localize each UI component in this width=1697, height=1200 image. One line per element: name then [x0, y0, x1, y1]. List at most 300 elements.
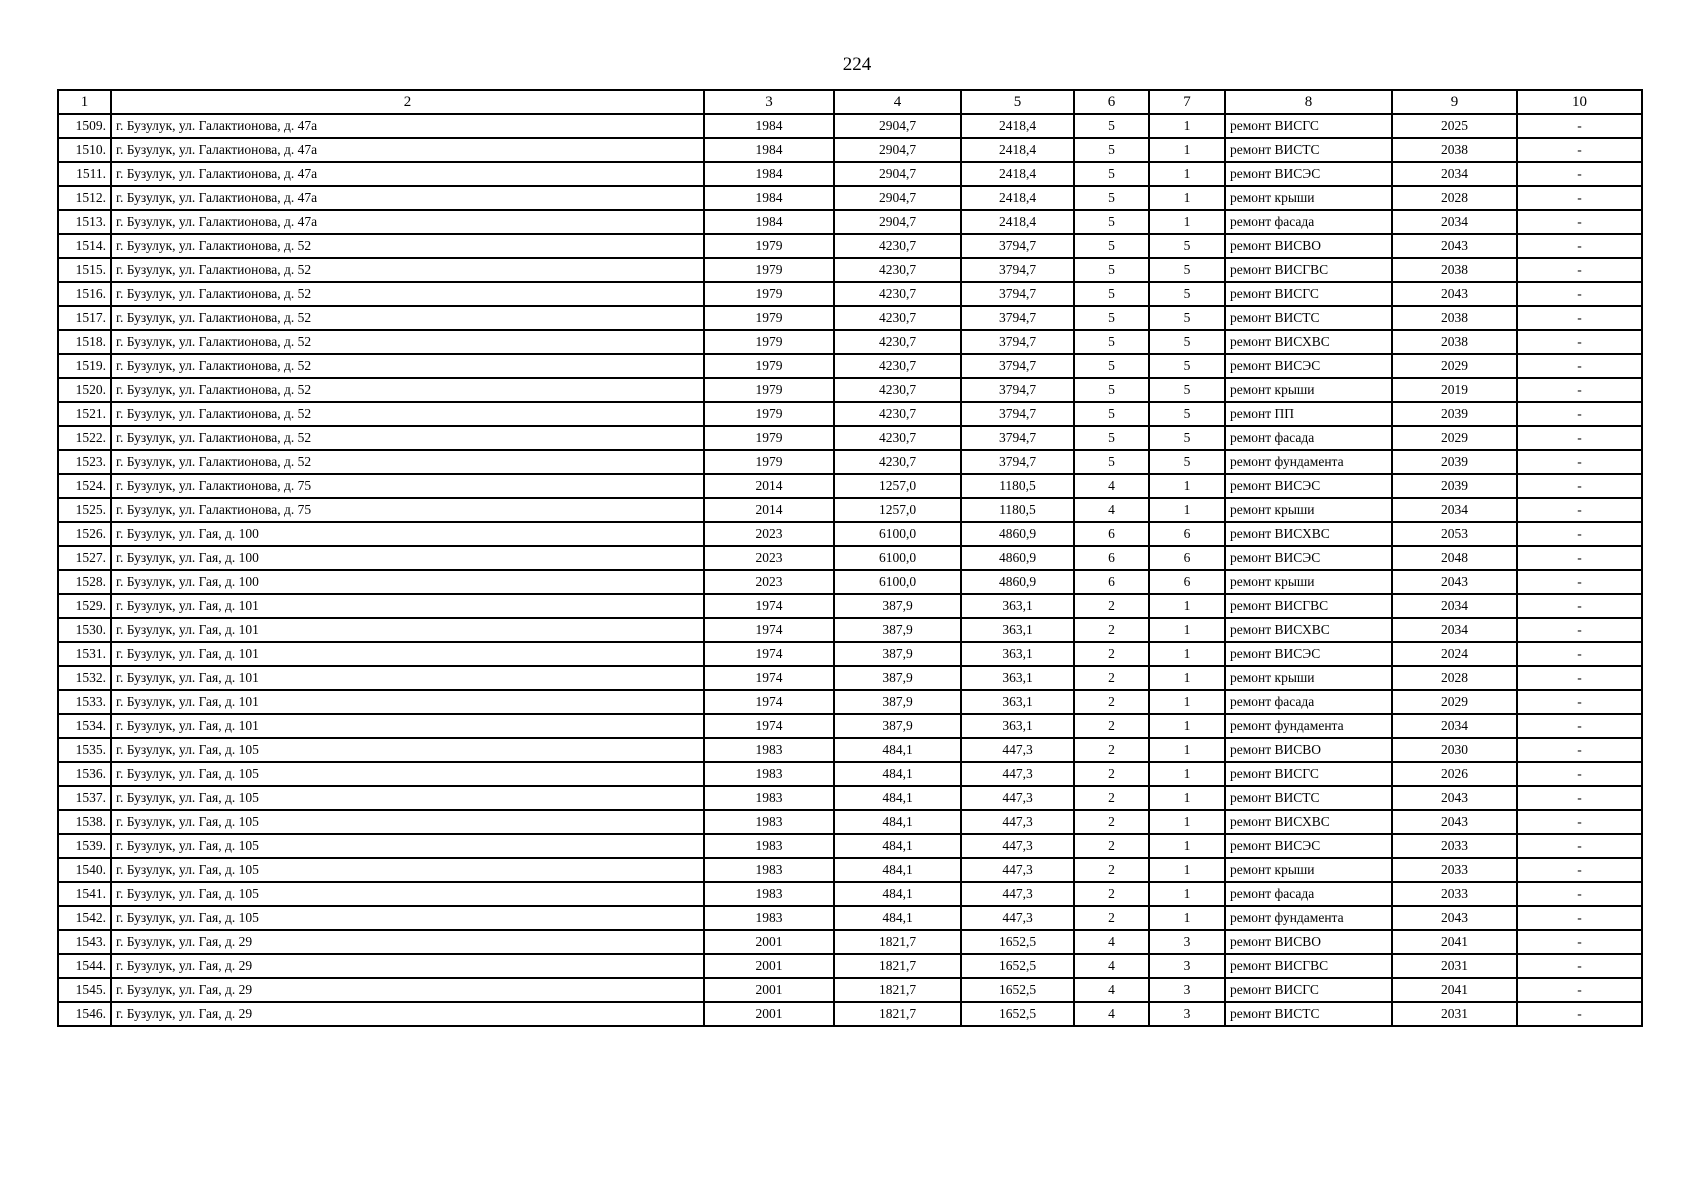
- cell-living-area: 2418,4: [961, 186, 1074, 210]
- cell-note: -: [1517, 570, 1642, 594]
- cell-row-number: 1523.: [58, 450, 111, 474]
- cell-note: -: [1517, 210, 1642, 234]
- cell-planned-year: 2033: [1392, 834, 1517, 858]
- cell-build-year: 1983: [704, 858, 834, 882]
- cell-build-year: 1974: [704, 714, 834, 738]
- cell-total-area: 484,1: [834, 834, 961, 858]
- cell-living-area: 4860,9: [961, 546, 1074, 570]
- cell-build-year: 1984: [704, 162, 834, 186]
- cell-floors: 6: [1074, 570, 1149, 594]
- cell-note: -: [1517, 234, 1642, 258]
- cell-total-area: 484,1: [834, 882, 961, 906]
- cell-row-number: 1543.: [58, 930, 111, 954]
- column-header: 7: [1149, 90, 1225, 114]
- cell-total-area: 1257,0: [834, 474, 961, 498]
- cell-build-year: 1979: [704, 306, 834, 330]
- table-row: [58, 402, 1642, 426]
- cell-floors: 2: [1074, 810, 1149, 834]
- cell-work-type: ремонт фасада: [1225, 690, 1392, 714]
- cell-row-number: 1522.: [58, 426, 111, 450]
- cell-row-number: 1544.: [58, 954, 111, 978]
- cell-living-area: 2418,4: [961, 138, 1074, 162]
- cell-entrances: 6: [1149, 522, 1225, 546]
- cell-entrances: 5: [1149, 402, 1225, 426]
- cell-planned-year: 2038: [1392, 306, 1517, 330]
- cell-build-year: 1974: [704, 642, 834, 666]
- cell-work-type: ремонт ВИСЭС: [1225, 546, 1392, 570]
- cell-floors: 2: [1074, 786, 1149, 810]
- cell-note: -: [1517, 642, 1642, 666]
- cell-floors: 2: [1074, 642, 1149, 666]
- cell-address: г. Бузулук, ул. Галактионова, д. 52: [111, 354, 704, 378]
- cell-row-number: 1536.: [58, 762, 111, 786]
- cell-note: -: [1517, 714, 1642, 738]
- table-row: [58, 426, 1642, 450]
- table-row: [58, 114, 1642, 138]
- cell-entrances: 3: [1149, 1002, 1225, 1026]
- cell-note: -: [1517, 882, 1642, 906]
- cell-note: -: [1517, 666, 1642, 690]
- cell-entrances: 1: [1149, 666, 1225, 690]
- cell-planned-year: 2029: [1392, 690, 1517, 714]
- cell-entrances: 1: [1149, 138, 1225, 162]
- cell-entrances: 5: [1149, 306, 1225, 330]
- cell-planned-year: 2038: [1392, 258, 1517, 282]
- cell-note: -: [1517, 762, 1642, 786]
- cell-row-number: 1514.: [58, 234, 111, 258]
- cell-address: г. Бузулук, ул. Гая, д. 105: [111, 834, 704, 858]
- cell-planned-year: 2053: [1392, 522, 1517, 546]
- cell-row-number: 1517.: [58, 306, 111, 330]
- cell-planned-year: 2033: [1392, 858, 1517, 882]
- cell-floors: 5: [1074, 258, 1149, 282]
- cell-note: -: [1517, 378, 1642, 402]
- cell-floors: 5: [1074, 306, 1149, 330]
- cell-build-year: 2014: [704, 474, 834, 498]
- cell-entrances: 3: [1149, 954, 1225, 978]
- cell-work-type: ремонт ВИСГС: [1225, 978, 1392, 1002]
- cell-living-area: 447,3: [961, 786, 1074, 810]
- cell-work-type: ремонт ВИСГС: [1225, 282, 1392, 306]
- cell-living-area: 3794,7: [961, 282, 1074, 306]
- cell-note: -: [1517, 402, 1642, 426]
- cell-work-type: ремонт фасада: [1225, 210, 1392, 234]
- cell-entrances: 1: [1149, 786, 1225, 810]
- cell-work-type: ремонт крыши: [1225, 498, 1392, 522]
- cell-entrances: 5: [1149, 450, 1225, 474]
- cell-work-type: ремонт крыши: [1225, 858, 1392, 882]
- cell-row-number: 1519.: [58, 354, 111, 378]
- table-row: [58, 858, 1642, 882]
- cell-note: -: [1517, 282, 1642, 306]
- cell-floors: 4: [1074, 930, 1149, 954]
- table-row: [58, 762, 1642, 786]
- cell-address: г. Бузулук, ул. Гая, д. 105: [111, 738, 704, 762]
- cell-entrances: 5: [1149, 282, 1225, 306]
- table-body: [58, 90, 1642, 1026]
- cell-living-area: 2418,4: [961, 162, 1074, 186]
- cell-total-area: 4230,7: [834, 450, 961, 474]
- column-header: 2: [111, 90, 704, 114]
- cell-note: -: [1517, 1002, 1642, 1026]
- cell-work-type: ремонт крыши: [1225, 186, 1392, 210]
- cell-planned-year: 2043: [1392, 906, 1517, 930]
- table-row: [58, 930, 1642, 954]
- cell-address: г. Бузулук, ул. Галактионова, д. 52: [111, 402, 704, 426]
- cell-build-year: 1979: [704, 330, 834, 354]
- cell-build-year: 1984: [704, 210, 834, 234]
- cell-total-area: 484,1: [834, 906, 961, 930]
- cell-total-area: 4230,7: [834, 426, 961, 450]
- cell-total-area: 6100,0: [834, 546, 961, 570]
- table-row: [58, 690, 1642, 714]
- cell-living-area: 363,1: [961, 618, 1074, 642]
- cell-row-number: 1537.: [58, 786, 111, 810]
- cell-living-area: 1652,5: [961, 930, 1074, 954]
- table-row: [58, 234, 1642, 258]
- cell-floors: 5: [1074, 402, 1149, 426]
- cell-total-area: 2904,7: [834, 210, 961, 234]
- cell-address: г. Бузулук, ул. Галактионова, д. 75: [111, 498, 704, 522]
- cell-note: -: [1517, 450, 1642, 474]
- cell-address: г. Бузулук, ул. Гая, д. 29: [111, 1002, 704, 1026]
- cell-entrances: 1: [1149, 618, 1225, 642]
- cell-floors: 2: [1074, 594, 1149, 618]
- cell-living-area: 1652,5: [961, 978, 1074, 1002]
- cell-row-number: 1546.: [58, 1002, 111, 1026]
- cell-floors: 2: [1074, 762, 1149, 786]
- cell-work-type: ремонт ВИСХВС: [1225, 810, 1392, 834]
- table-row: [58, 666, 1642, 690]
- cell-living-area: 447,3: [961, 858, 1074, 882]
- table-row: [58, 378, 1642, 402]
- cell-work-type: ремонт ВИСХВС: [1225, 522, 1392, 546]
- cell-entrances: 1: [1149, 762, 1225, 786]
- table-row: [58, 786, 1642, 810]
- cell-work-type: ремонт ВИСХВС: [1225, 618, 1392, 642]
- column-header: 8: [1225, 90, 1392, 114]
- cell-row-number: 1511.: [58, 162, 111, 186]
- table-row: [58, 258, 1642, 282]
- cell-living-area: 3794,7: [961, 234, 1074, 258]
- cell-living-area: 447,3: [961, 834, 1074, 858]
- cell-address: г. Бузулук, ул. Галактионова, д. 52: [111, 450, 704, 474]
- table-row: [58, 906, 1642, 930]
- cell-row-number: 1530.: [58, 618, 111, 642]
- cell-row-number: 1510.: [58, 138, 111, 162]
- cell-planned-year: 2043: [1392, 282, 1517, 306]
- cell-work-type: ремонт ВИСХВС: [1225, 330, 1392, 354]
- cell-entrances: 1: [1149, 738, 1225, 762]
- cell-work-type: ремонт ВИСЭС: [1225, 642, 1392, 666]
- cell-total-area: 4230,7: [834, 330, 961, 354]
- cell-address: г. Бузулук, ул. Гая, д. 29: [111, 954, 704, 978]
- cell-row-number: 1518.: [58, 330, 111, 354]
- cell-floors: 4: [1074, 498, 1149, 522]
- cell-total-area: 484,1: [834, 810, 961, 834]
- cell-address: г. Бузулук, ул. Галактионова, д. 47а: [111, 162, 704, 186]
- cell-address: г. Бузулук, ул. Гая, д. 105: [111, 858, 704, 882]
- column-header: 3: [704, 90, 834, 114]
- cell-floors: 5: [1074, 234, 1149, 258]
- cell-build-year: 2001: [704, 930, 834, 954]
- table-row: [58, 738, 1642, 762]
- cell-living-area: 3794,7: [961, 378, 1074, 402]
- cell-build-year: 1979: [704, 450, 834, 474]
- cell-work-type: ремонт фасада: [1225, 882, 1392, 906]
- cell-total-area: 387,9: [834, 690, 961, 714]
- cell-planned-year: 2039: [1392, 402, 1517, 426]
- cell-build-year: 1974: [704, 618, 834, 642]
- cell-floors: 5: [1074, 330, 1149, 354]
- cell-work-type: ремонт фасада: [1225, 426, 1392, 450]
- cell-total-area: 1821,7: [834, 930, 961, 954]
- cell-planned-year: 2048: [1392, 546, 1517, 570]
- cell-row-number: 1526.: [58, 522, 111, 546]
- table-row: [58, 138, 1642, 162]
- cell-total-area: 387,9: [834, 618, 961, 642]
- cell-entrances: 1: [1149, 834, 1225, 858]
- cell-row-number: 1512.: [58, 186, 111, 210]
- cell-work-type: ремонт ВИСВО: [1225, 930, 1392, 954]
- cell-total-area: 4230,7: [834, 234, 961, 258]
- cell-living-area: 447,3: [961, 882, 1074, 906]
- cell-planned-year: 2024: [1392, 642, 1517, 666]
- cell-living-area: 447,3: [961, 906, 1074, 930]
- cell-floors: 2: [1074, 882, 1149, 906]
- cell-entrances: 5: [1149, 354, 1225, 378]
- cell-note: -: [1517, 618, 1642, 642]
- cell-address: г. Бузулук, ул. Галактионова, д. 52: [111, 282, 704, 306]
- cell-address: г. Бузулук, ул. Гая, д. 101: [111, 714, 704, 738]
- cell-entrances: 1: [1149, 714, 1225, 738]
- cell-build-year: 2014: [704, 498, 834, 522]
- cell-work-type: ремонт фундамента: [1225, 906, 1392, 930]
- cell-build-year: 2023: [704, 522, 834, 546]
- cell-row-number: 1521.: [58, 402, 111, 426]
- cell-entrances: 5: [1149, 426, 1225, 450]
- cell-build-year: 1983: [704, 834, 834, 858]
- cell-planned-year: 2043: [1392, 810, 1517, 834]
- cell-living-area: 363,1: [961, 690, 1074, 714]
- cell-total-area: 4230,7: [834, 258, 961, 282]
- cell-living-area: 363,1: [961, 714, 1074, 738]
- cell-note: -: [1517, 978, 1642, 1002]
- cell-living-area: 2418,4: [961, 114, 1074, 138]
- cell-entrances: 1: [1149, 858, 1225, 882]
- cell-work-type: ремонт ВИСТС: [1225, 306, 1392, 330]
- cell-planned-year: 2034: [1392, 162, 1517, 186]
- cell-total-area: 4230,7: [834, 282, 961, 306]
- cell-build-year: 1984: [704, 114, 834, 138]
- cell-planned-year: 2038: [1392, 330, 1517, 354]
- cell-living-area: 2418,4: [961, 210, 1074, 234]
- cell-row-number: 1532.: [58, 666, 111, 690]
- cell-total-area: 4230,7: [834, 354, 961, 378]
- cell-address: г. Бузулук, ул. Гая, д. 100: [111, 522, 704, 546]
- cell-total-area: 484,1: [834, 762, 961, 786]
- cell-living-area: 1652,5: [961, 1002, 1074, 1026]
- cell-living-area: 447,3: [961, 810, 1074, 834]
- cell-planned-year: 2041: [1392, 930, 1517, 954]
- cell-entrances: 5: [1149, 378, 1225, 402]
- cell-entrances: 1: [1149, 474, 1225, 498]
- cell-entrances: 5: [1149, 330, 1225, 354]
- cell-row-number: 1535.: [58, 738, 111, 762]
- column-header: 10: [1517, 90, 1642, 114]
- cell-address: г. Бузулук, ул. Галактионова, д. 75: [111, 474, 704, 498]
- cell-build-year: 1974: [704, 666, 834, 690]
- cell-row-number: 1538.: [58, 810, 111, 834]
- cell-build-year: 1984: [704, 186, 834, 210]
- cell-floors: 2: [1074, 834, 1149, 858]
- cell-work-type: ремонт ВИСЭС: [1225, 474, 1392, 498]
- cell-row-number: 1545.: [58, 978, 111, 1002]
- cell-entrances: 1: [1149, 498, 1225, 522]
- cell-note: -: [1517, 738, 1642, 762]
- cell-note: -: [1517, 858, 1642, 882]
- cell-planned-year: 2031: [1392, 954, 1517, 978]
- cell-row-number: 1541.: [58, 882, 111, 906]
- cell-address: г. Бузулук, ул. Гая, д. 101: [111, 690, 704, 714]
- table-row: [58, 594, 1642, 618]
- cell-floors: 5: [1074, 186, 1149, 210]
- cell-floors: 5: [1074, 450, 1149, 474]
- cell-note: -: [1517, 690, 1642, 714]
- cell-entrances: 3: [1149, 978, 1225, 1002]
- cell-build-year: 2001: [704, 1002, 834, 1026]
- cell-note: -: [1517, 522, 1642, 546]
- cell-work-type: ремонт ВИСВО: [1225, 234, 1392, 258]
- cell-address: г. Бузулук, ул. Гая, д. 105: [111, 906, 704, 930]
- cell-note: -: [1517, 354, 1642, 378]
- cell-row-number: 1539.: [58, 834, 111, 858]
- cell-build-year: 1983: [704, 882, 834, 906]
- cell-entrances: 1: [1149, 906, 1225, 930]
- cell-total-area: 6100,0: [834, 522, 961, 546]
- table-row: [58, 210, 1642, 234]
- cell-floors: 5: [1074, 210, 1149, 234]
- cell-entrances: 1: [1149, 642, 1225, 666]
- cell-floors: 2: [1074, 858, 1149, 882]
- cell-build-year: 2001: [704, 978, 834, 1002]
- cell-note: -: [1517, 498, 1642, 522]
- housing-repair-table: [57, 89, 1643, 1027]
- table-row: [58, 954, 1642, 978]
- cell-living-area: 3794,7: [961, 426, 1074, 450]
- cell-work-type: ремонт ВИСЭС: [1225, 834, 1392, 858]
- cell-row-number: 1540.: [58, 858, 111, 882]
- cell-entrances: 5: [1149, 258, 1225, 282]
- table-row: [58, 450, 1642, 474]
- table-row: [58, 474, 1642, 498]
- cell-living-area: 1180,5: [961, 474, 1074, 498]
- cell-address: г. Бузулук, ул. Гая, д. 105: [111, 786, 704, 810]
- cell-planned-year: 2043: [1392, 570, 1517, 594]
- cell-floors: 4: [1074, 954, 1149, 978]
- cell-entrances: 6: [1149, 546, 1225, 570]
- cell-planned-year: 2034: [1392, 618, 1517, 642]
- cell-planned-year: 2028: [1392, 186, 1517, 210]
- cell-row-number: 1529.: [58, 594, 111, 618]
- table-row: [58, 354, 1642, 378]
- cell-living-area: 447,3: [961, 738, 1074, 762]
- column-header: 6: [1074, 90, 1149, 114]
- table-row: [58, 162, 1642, 186]
- table-row: [58, 1002, 1642, 1026]
- table-row: [58, 546, 1642, 570]
- cell-note: -: [1517, 114, 1642, 138]
- cell-entrances: 1: [1149, 810, 1225, 834]
- cell-living-area: 363,1: [961, 642, 1074, 666]
- cell-total-area: 2904,7: [834, 138, 961, 162]
- cell-note: -: [1517, 330, 1642, 354]
- cell-floors: 5: [1074, 114, 1149, 138]
- cell-build-year: 1984: [704, 138, 834, 162]
- cell-work-type: ремонт ВИСТС: [1225, 138, 1392, 162]
- cell-total-area: 1821,7: [834, 1002, 961, 1026]
- cell-row-number: 1527.: [58, 546, 111, 570]
- cell-entrances: 1: [1149, 162, 1225, 186]
- cell-note: -: [1517, 834, 1642, 858]
- cell-entrances: 1: [1149, 210, 1225, 234]
- cell-entrances: 6: [1149, 570, 1225, 594]
- cell-floors: 2: [1074, 618, 1149, 642]
- cell-address: г. Бузулук, ул. Галактионова, д. 52: [111, 258, 704, 282]
- cell-address: г. Бузулук, ул. Гая, д. 105: [111, 810, 704, 834]
- cell-total-area: 484,1: [834, 738, 961, 762]
- cell-floors: 2: [1074, 906, 1149, 930]
- cell-living-area: 363,1: [961, 666, 1074, 690]
- cell-work-type: ремонт крыши: [1225, 570, 1392, 594]
- cell-entrances: 3: [1149, 930, 1225, 954]
- cell-note: -: [1517, 786, 1642, 810]
- cell-entrances: 1: [1149, 594, 1225, 618]
- cell-work-type: ремонт фундамента: [1225, 714, 1392, 738]
- cell-note: -: [1517, 162, 1642, 186]
- cell-total-area: 2904,7: [834, 114, 961, 138]
- cell-row-number: 1525.: [58, 498, 111, 522]
- cell-work-type: ремонт ПП: [1225, 402, 1392, 426]
- cell-planned-year: 2039: [1392, 474, 1517, 498]
- cell-planned-year: 2033: [1392, 882, 1517, 906]
- cell-note: -: [1517, 930, 1642, 954]
- page-number: 224: [842, 54, 872, 75]
- cell-address: г. Бузулук, ул. Галактионова, д. 52: [111, 378, 704, 402]
- cell-entrances: 1: [1149, 690, 1225, 714]
- cell-row-number: 1515.: [58, 258, 111, 282]
- cell-planned-year: 2026: [1392, 762, 1517, 786]
- cell-floors: 2: [1074, 714, 1149, 738]
- column-header: 5: [961, 90, 1074, 114]
- cell-total-area: 484,1: [834, 858, 961, 882]
- column-header: 4: [834, 90, 961, 114]
- table-row: [58, 810, 1642, 834]
- cell-build-year: 2023: [704, 546, 834, 570]
- cell-build-year: 1983: [704, 762, 834, 786]
- cell-note: -: [1517, 546, 1642, 570]
- cell-note: -: [1517, 954, 1642, 978]
- cell-planned-year: 2019: [1392, 378, 1517, 402]
- cell-planned-year: 2034: [1392, 594, 1517, 618]
- cell-note: -: [1517, 474, 1642, 498]
- cell-address: г. Бузулук, ул. Галактионова, д. 52: [111, 330, 704, 354]
- cell-work-type: ремонт ВИСТС: [1225, 786, 1392, 810]
- cell-address: г. Бузулук, ул. Гая, д. 101: [111, 666, 704, 690]
- cell-address: г. Бузулук, ул. Гая, д. 105: [111, 882, 704, 906]
- cell-address: г. Бузулук, ул. Гая, д. 29: [111, 978, 704, 1002]
- cell-work-type: ремонт крыши: [1225, 378, 1392, 402]
